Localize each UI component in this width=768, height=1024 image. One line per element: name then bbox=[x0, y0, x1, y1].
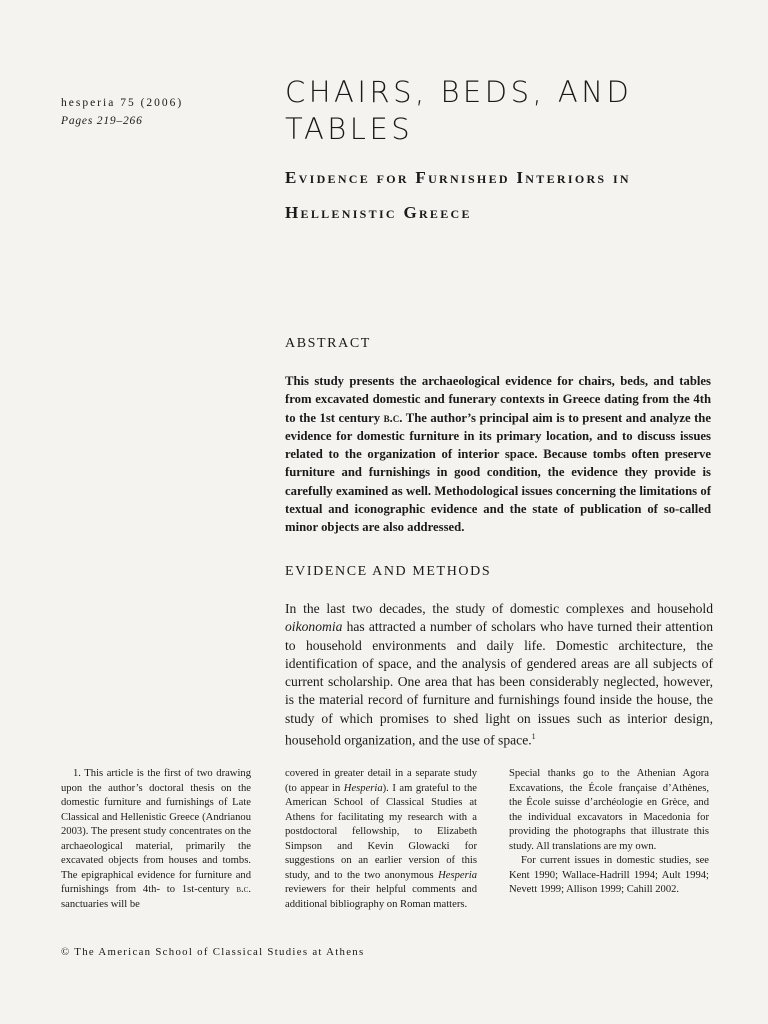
footnote-column-2 bbox=[285, 767, 477, 912]
footnote-era-abbr: b.c. bbox=[236, 884, 251, 895]
copyright-notice: © The American School of Classical Studies at Athens bbox=[61, 946, 365, 958]
article-title: CHAIRS, BEDS, AND TABLES bbox=[285, 75, 633, 146]
evidence-paragraph bbox=[285, 600, 713, 750]
footnote-ref[interactable]: 1 bbox=[531, 732, 536, 742]
abstract-text-part: This study presents the archaeological evidence for chairs, beds, and tables from excavated domestic and funerary contexts in Greece dating from the 4th to the 1st century bbox=[285, 374, 711, 425]
abstract-heading: ABSTRACT bbox=[285, 336, 371, 351]
evidence-heading: EVIDENCE AND METHODS bbox=[285, 564, 492, 579]
body-text-part: In the last two decades, the study of domestic complexes and household bbox=[285, 601, 713, 616]
journal-italic: Hesperia bbox=[438, 869, 477, 881]
footnote-text: sanctuaries will be bbox=[61, 898, 140, 910]
footnote-text: ). I am grateful to the American School of Classical Studies at Athens for facilitating my research with a postdoctoral fellowship, to Elizabeth Simpson and Kevin Glowacki for suggestions on an earlier version of this study, and to the two anonymous bbox=[285, 782, 477, 881]
footnote-text: covered in greater detail in a separate study (to appear in bbox=[285, 768, 477, 794]
footnote-column-3 bbox=[509, 767, 709, 898]
body-text-part: has attracted a number of scholars who have turned their attention to household environments and daily life. Domestic architecture, the identification of space, and the analysis of gendered areas are all subjects of current scholarship. One area that has been considerably neglected, however, is the material record of furniture and furnishings found inside the house, the study of which promises to shed light on issues such as interior design, household organization, and the use of space. bbox=[285, 619, 713, 748]
footnote-column-1 bbox=[61, 767, 251, 912]
footnote-text: For current issues in domestic studies, see Kent 1990; Wallace-Hadrill 1994; Ault 1994; Nevett 1999; Allison 1999; Cahill 2002. bbox=[509, 855, 709, 895]
abstract-text bbox=[285, 372, 711, 537]
footnote-text: Special thanks go to the Athenian Agora Excavations, the École française d’Athènes, the École suisse d’archéologie en Grèce, and the individual excavators in Macedonia for providing the photographs that illustrate this study. All translations are my own. bbox=[509, 768, 709, 852]
footnote-1-block bbox=[61, 767, 251, 912]
footnote-text: 1. This article is the first of two drawing upon the author’s doctoral thesis on the domestic furniture and furnishings of Late Classical and Hellenistic Greece (Andrianou 2003). The present study concentrates on the archaeological material, primarily the excavated objects from houses and tombs. The epigraphical evidence for furniture and furnishings from 4th- to 1st-century bbox=[61, 768, 251, 895]
journal-italic: Hesperia bbox=[343, 782, 383, 794]
journal-name: hesperia 75 (2006) bbox=[61, 97, 184, 109]
abstract-era-abbr: b.c. bbox=[383, 410, 403, 425]
abstract-text-part: The author’s principal aim is to present and analyze the evidence for domestic furniture in its primary location, and to discuss issues related to the organization of interior space. Because tombs often preserve furniture and furnishings in good condition, the evidence they provide is carefully examined as well. Methodological issues concerning the limitations of textual and iconographic evidence and the state of publication of so-called minor objects are also addressed. bbox=[285, 410, 711, 535]
footnote-text: reviewers for their helpful comments and additional bibliography on Roman matters. bbox=[285, 884, 477, 910]
italic-term: oikonomia bbox=[285, 619, 343, 635]
article-subtitle: Evidence for Furnished Interiors in Hellenistic Greece bbox=[285, 168, 631, 222]
page-range: Pages 219–266 bbox=[61, 115, 143, 127]
journal-info bbox=[61, 94, 261, 130]
